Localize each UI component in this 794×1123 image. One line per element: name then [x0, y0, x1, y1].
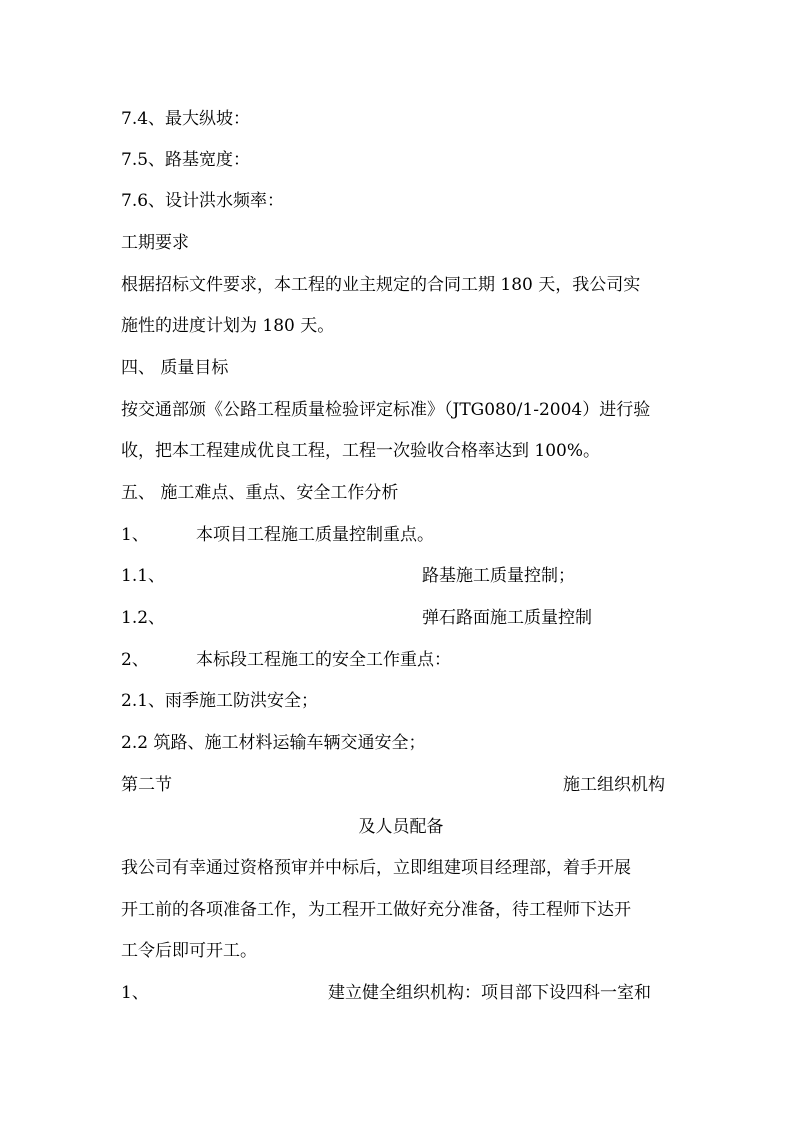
item-text: 路基施工质量控制； [422, 566, 575, 586]
paragraph-line: 施性的进度计划为 180 天。 [121, 316, 335, 336]
item-text: 本标段工程施工的安全工作重点： [196, 650, 451, 670]
numbered-item [121, 648, 681, 672]
text-line: 7.5、路基宽度： [121, 150, 251, 170]
section-heading: 四、 质量目标 [121, 358, 229, 378]
text-line: 2.1、雨季施工防洪安全； [121, 691, 319, 711]
item-number: 1、 [121, 525, 149, 545]
numbered-item [121, 606, 681, 630]
section-heading: 五、 施工难点、重点、安全工作分析 [121, 483, 399, 503]
text-line: 7.6、设计洪水频率： [121, 191, 285, 211]
paragraph-line: 开工前的各项准备工作，为工程开工做好充分准备，待工程师下达开 [121, 900, 631, 920]
numbered-item [121, 564, 681, 588]
paragraph-line: 收，把本工程建成优良工程，工程一次验收合格率达到 100%。 [121, 441, 601, 461]
paragraph-line: 我公司有幸通过资格预审并中标后，立即组建项目经理部，着手开展 [121, 858, 631, 878]
chapter-number: 第二节 [121, 775, 172, 795]
paragraph-line: 按交通部颁《公路工程质量检验评定标准》（JTG080/1-2004）进行验 [121, 400, 651, 420]
chapter-title-continued: 及人员配备 [358, 817, 444, 837]
chapter-title: 施工组织机构 [563, 775, 665, 795]
item-number: 1.1、 [121, 566, 166, 586]
item-text: 本项目工程施工质量控制重点。 [196, 525, 434, 545]
paragraph-line: 工令后即可开工。 [121, 941, 257, 961]
item-text: 弹石路面施工质量控制 [422, 608, 592, 628]
numbered-item [121, 981, 681, 1005]
item-text: 建立健全组织机构：项目部下设四科一室和 [328, 983, 651, 1003]
section-heading: 工期要求 [121, 233, 189, 253]
item-number: 1.2、 [121, 608, 166, 628]
chapter-heading [121, 773, 681, 797]
item-number: 1、 [121, 983, 149, 1003]
text-line: 2.2 筑路、施工材料运输车辆交通安全； [121, 733, 426, 753]
item-number: 2、 [121, 650, 149, 670]
text-line: 7.4、最大纵坡： [121, 109, 251, 129]
numbered-item [121, 523, 681, 547]
paragraph-line: 根据招标文件要求，本工程的业主规定的合同工期 180 天，我公司实 [121, 275, 641, 295]
